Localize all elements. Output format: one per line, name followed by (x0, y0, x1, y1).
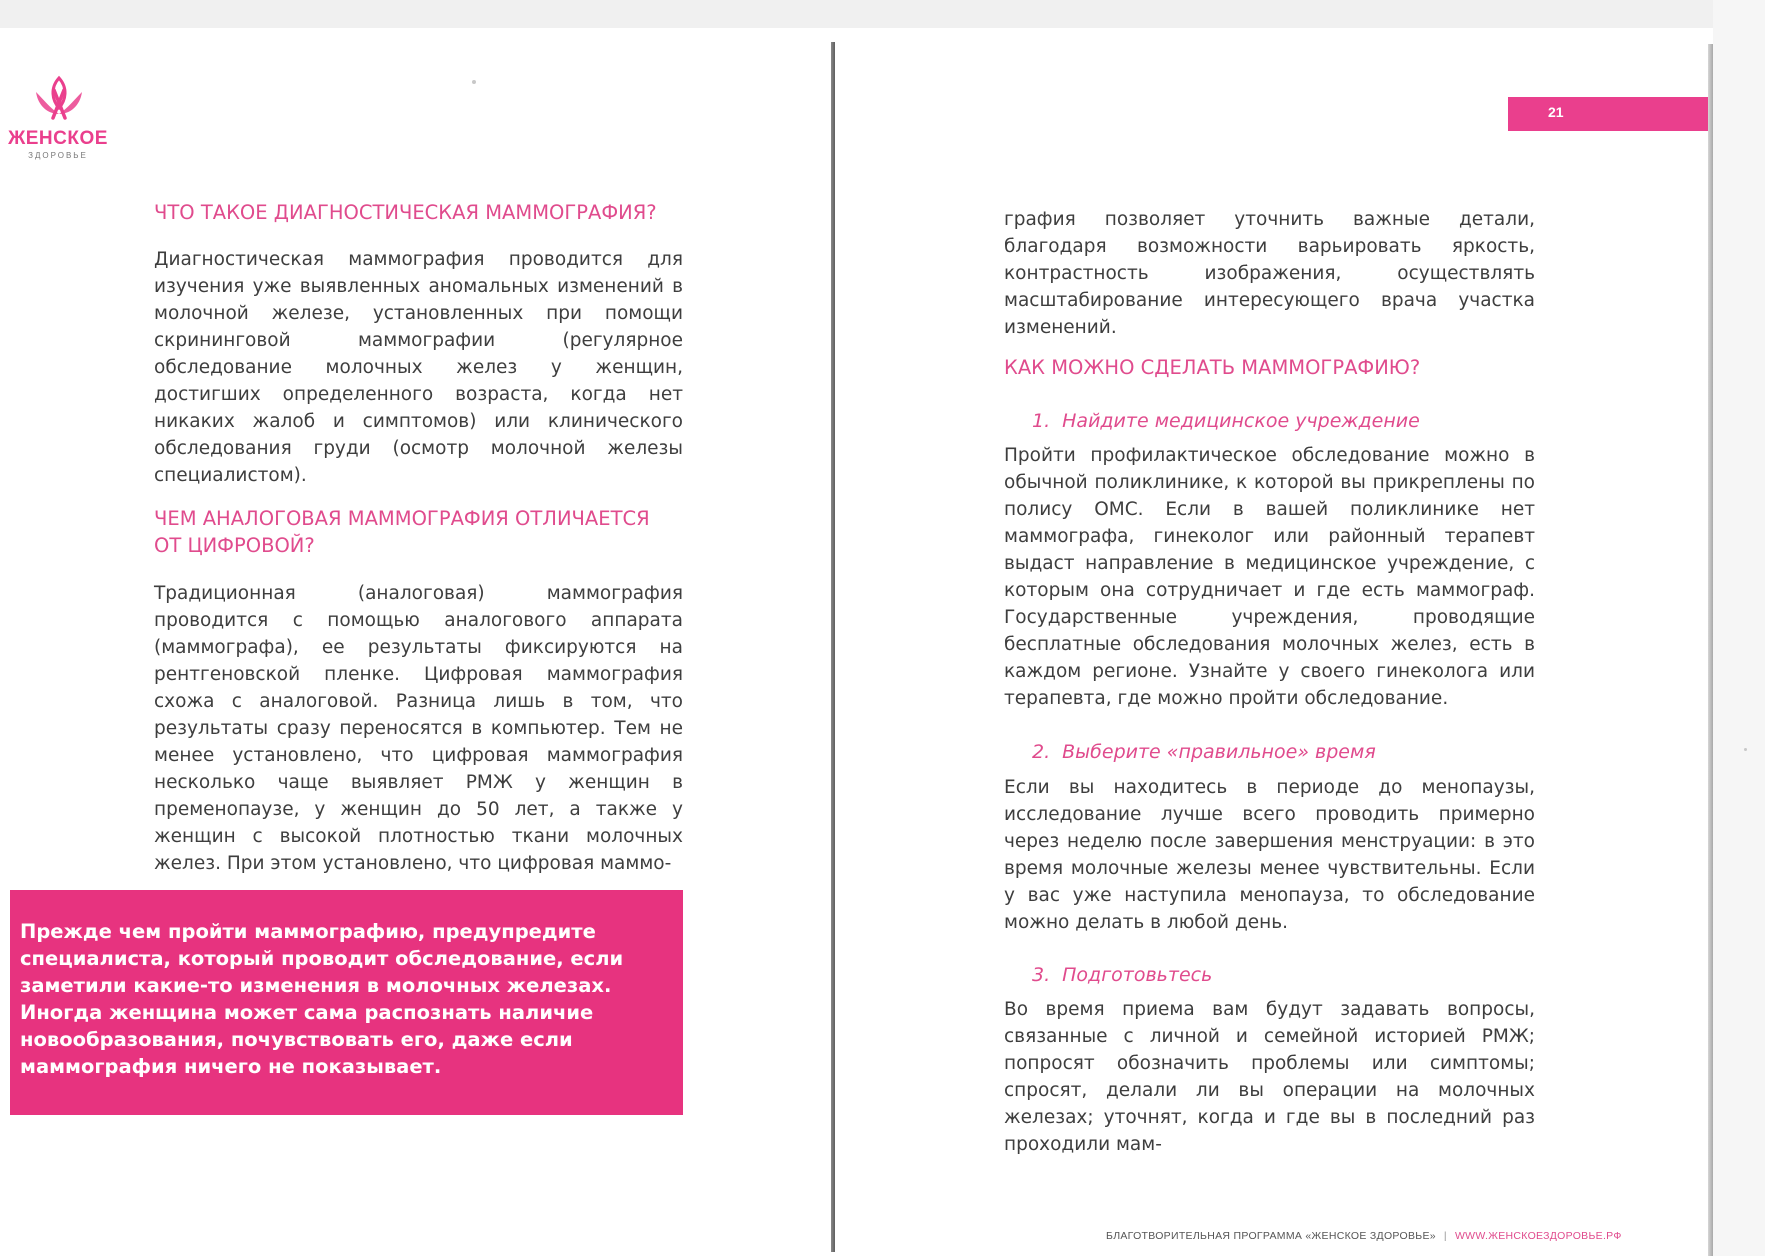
page-footer (1106, 1230, 1686, 1242)
scan-speck (472, 80, 476, 84)
footer-separator: | (1443, 1230, 1447, 1242)
callout-box (10, 890, 683, 1115)
continuation-paragraph: графия позволяет уточнить важные детали, благодаря возможности варьировать яркость, контрастность изображения, осуществлять масштабирование интересующего врача участка изменений. (1004, 209, 1535, 338)
scan-speck (1744, 748, 1747, 751)
ribbon-lotus-icon (30, 70, 88, 126)
step-number: 3. (1032, 964, 1051, 986)
step-title (1032, 408, 1552, 435)
scan-margin (1713, 0, 1765, 1256)
step-title-text: Выберите «правильное» время (1062, 741, 1376, 763)
section-heading-line: ОТ ЦИФРОВОЙ? (154, 534, 315, 557)
logo-subtitle: ЗДОРОВЬЕ (28, 151, 88, 160)
page-number: 21 (1548, 104, 1564, 120)
step-title-text: Подготовьтесь (1062, 964, 1213, 986)
step-paragraph: Во время приема вам будут задавать вопросы, связанные с личной и семейной историей РМЖ; попросят обозначить проблемы или симптомы; спросят, делали ли вы операции на молочных железах; уточнят, когда и где вы в последний раз проходили мам- (1004, 999, 1535, 1155)
step-number: 2. (1032, 741, 1051, 763)
page-number-tab (1508, 97, 1708, 131)
callout-text: Прежде чем пройти маммографию, предупредите специалиста, который проводит обследование, если заметили какие-то изменения в молочных железах. Иногда женщина может сама распознать наличие новообразования, почувствовать его, даже если маммография ничего не показывает. (20, 920, 624, 1078)
section-heading: КАК МОЖНО СДЕЛАТЬ МАММОГРАФИЮ? (1004, 356, 1421, 379)
section-paragraph: Традиционная (аналоговая) маммография проводится с помощью аналогового аппарата (маммографа), ее результаты фиксируются на рентгеновской пленке. Цифровая маммография схожа с аналоговой. Разница лишь в том, что результаты сразу переносятся в компьютер. Тем не менее установлено, что цифровая маммография несколько чаще выявляет РМЖ у женщин в пременопаузе, у женщин до 50 лет, а также у женщин с высокой плотностью ткани молочных желез. При этом установлено, что цифровая маммо- (154, 583, 683, 874)
section-heading-line: ЧЕМ АНАЛОГОВАЯ МАММОГРАФИЯ ОТЛИЧАЕТСЯ (154, 507, 650, 530)
step-paragraph: Пройти профилактическое обследование можно в обычной поликлинике, к которой вы прикреплены по полису ОМС. Если в вашей поликлинике нет маммографа, гинеколог или районный терапевт выдаст направление в медицинское учреждение, с которым она сотрудничает и где есть маммограф. Государственные учреждения, проводящие бесплатные обследования молочных желез, есть в каждом регионе. Узнайте у своего гинеколога или терапевта, где можно пройти обследование. (1004, 445, 1535, 709)
logo-name: ЖЕНСКОЕ (8, 128, 108, 149)
book-spine (831, 42, 835, 1252)
footer-url[interactable]: WWW.ЖЕНСКОЕЗДОРОВЬЕ.РФ (1454, 1230, 1622, 1242)
section-heading: ЧТО ТАКОЕ ДИАГНОСТИЧЕСКАЯ МАММОГРАФИЯ? (154, 201, 657, 224)
step-paragraph: Если вы находитесь в периоде до менопаузы, исследование лучше всего проводить примерно через неделю после завершения менструации: в это время молочные железы менее чувствительны. Если у вас уже наступила менопауза, то обследование можно делать в любой день. (1004, 777, 1535, 933)
scan-top-band (0, 0, 1765, 28)
step-title-text: Найдите медицинское учреждение (1062, 410, 1420, 432)
brand-logo (6, 70, 110, 162)
step-number: 1. (1032, 410, 1051, 432)
step-title (1032, 962, 1552, 989)
step-title (1032, 739, 1552, 766)
section-heading (154, 505, 714, 559)
footer-program: БЛАГОТВОРИТЕЛЬНАЯ ПРОГРАММА «ЖЕНСКОЕ ЗДОРОВЬЕ» (1106, 1230, 1436, 1242)
section-paragraph: Диагностическая маммография проводится для изучения уже выявленных аномальных изменений в молочной железе, установленных при помощи скрининговой маммографии (регулярное обследование молочных желез у женщин, достигших определенного возраста, когда нет никаких жалоб и симптомов) или клинического обследования груди (осмотр молочной железы специалистом). (154, 249, 683, 486)
